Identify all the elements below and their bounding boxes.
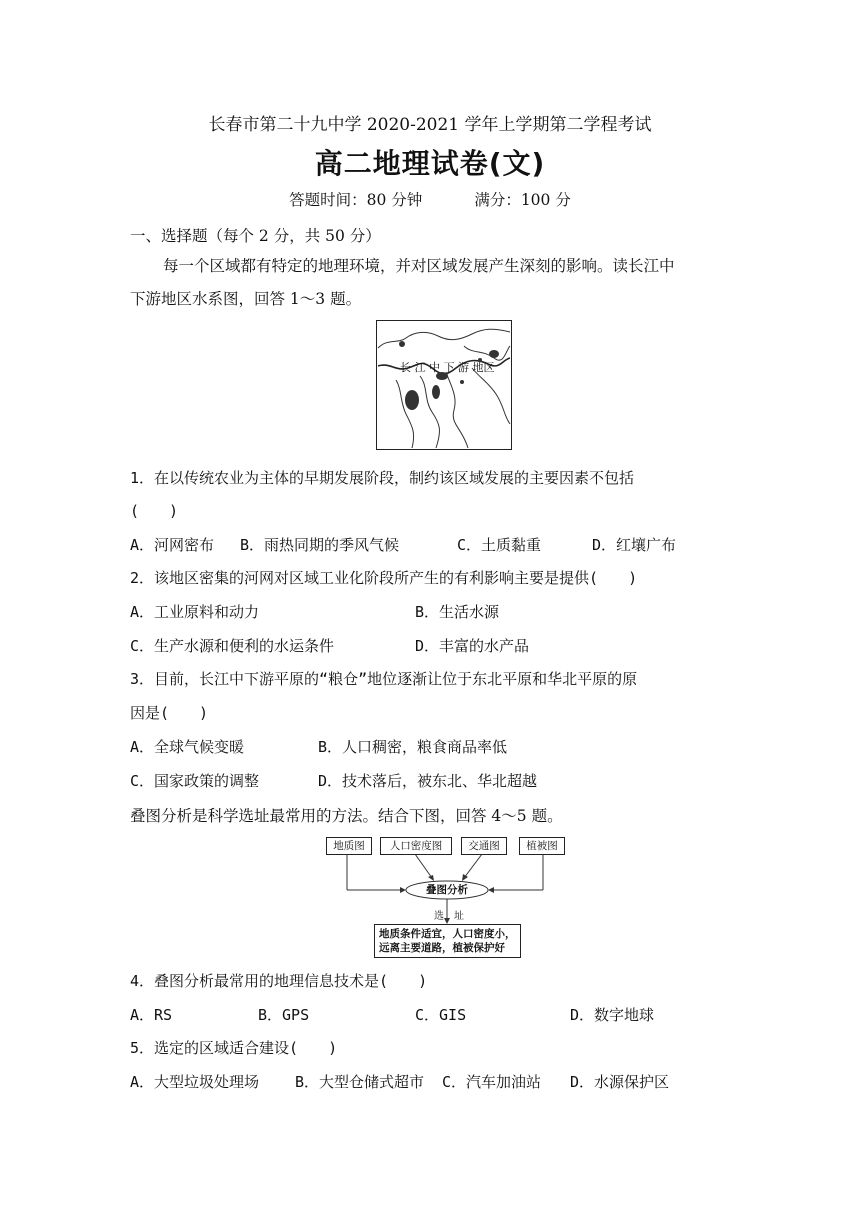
q3-option-d[interactable]: D．技术落后，被东北、华北超越 bbox=[318, 772, 538, 790]
diagram-arrow-label: 选 址 bbox=[434, 911, 464, 922]
q3-stem-line-1: 3．目前，长江中下游平原的“粮仓”地位逐渐让位于东北平原和华北平原的原 bbox=[130, 670, 638, 688]
map-region-label: 长 江 中 下 游 地区 bbox=[400, 361, 495, 374]
diagram-node-geology-map: 地质图 bbox=[326, 837, 372, 855]
map-drawing bbox=[376, 320, 512, 450]
q2-option-b[interactable]: B．生活水源 bbox=[415, 603, 500, 621]
q3-stem-line-2: 因是( ) bbox=[130, 704, 209, 722]
diagram-center-overlay-analysis: 叠图分析 bbox=[426, 884, 468, 896]
exam-time: 答题时间：80 分钟 bbox=[289, 191, 423, 209]
q4-option-b[interactable]: B．GPS bbox=[258, 1006, 310, 1024]
q4-option-c[interactable]: C．GIS bbox=[415, 1006, 467, 1024]
q2-option-d[interactable]: D．丰富的水产品 bbox=[415, 637, 530, 655]
q1-option-a[interactable]: A．河网密布 bbox=[130, 536, 215, 554]
school-exam-line: 长春市第二十九中学 2020-2021 学年上学期第二学程考试 bbox=[208, 115, 652, 135]
q4-stem: 4．叠图分析最常用的地理信息技术是( ) bbox=[130, 972, 428, 990]
q2-options-row-1 bbox=[130, 601, 730, 621]
yangtze-water-system-map bbox=[376, 320, 512, 450]
q5-stem: 5．选定的区域适合建设( ) bbox=[130, 1039, 338, 1057]
q5-options bbox=[130, 1071, 730, 1091]
q4-options bbox=[130, 1004, 730, 1024]
intro-paragraph-line-1: 每一个区域都有特定的地理环境，并对区域发展产生深刻的影响。读长江中 bbox=[163, 257, 675, 275]
q2-option-c[interactable]: C．生产水源和便利的水运条件 bbox=[130, 637, 335, 655]
q1-stem-line-1: 1．在以传统农业为主体的早期发展阶段，制约该区域发展的主要因素不包括 bbox=[130, 469, 635, 487]
diagram-result-box bbox=[374, 924, 521, 958]
q3-options-row-2 bbox=[130, 770, 730, 790]
q5-option-c[interactable]: C．汽车加油站 bbox=[442, 1073, 542, 1091]
overlay-analysis-diagram bbox=[322, 834, 568, 956]
q5-option-b[interactable]: B．大型仓储式超市 bbox=[295, 1073, 425, 1091]
q2-option-a[interactable]: A．工业原料和动力 bbox=[130, 603, 260, 621]
exam-meta bbox=[0, 188, 860, 210]
intro-paragraph-line-2: 下游地区水系图，回答 1～3 题。 bbox=[130, 290, 362, 308]
q1-option-c[interactable]: C．土质黏重 bbox=[457, 536, 542, 554]
q1-option-d[interactable]: D．红壤广布 bbox=[592, 536, 677, 554]
page-title: 高二地理试卷(文) bbox=[314, 147, 546, 180]
q5-option-d[interactable]: D．水源保护区 bbox=[570, 1073, 670, 1091]
q5-option-a[interactable]: A．大型垃圾处理场 bbox=[130, 1073, 260, 1091]
q3-option-c[interactable]: C．国家政策的调整 bbox=[130, 772, 260, 790]
diagram-result-line-2: 远离主要道路，植被保护好 bbox=[379, 942, 505, 954]
q4-option-a[interactable]: A．RS bbox=[130, 1006, 173, 1024]
q1-options bbox=[130, 534, 730, 554]
q4-option-d[interactable]: D．数字地球 bbox=[570, 1006, 655, 1024]
diagram-node-traffic-map: 交通图 bbox=[461, 837, 507, 855]
q3-option-a[interactable]: A．全球气候变暖 bbox=[130, 738, 245, 756]
q1-option-b[interactable]: B．雨热同期的季风气候 bbox=[240, 536, 400, 554]
diagram-result-line-1: 地质条件适宜，人口密度小， bbox=[379, 928, 516, 940]
diagram-node-population-map: 人口密度图 bbox=[380, 837, 452, 855]
q2-stem: 2．该地区密集的河网对区域工业化阶段所产生的有利影响主要是提供( ) bbox=[130, 569, 638, 587]
intro-paragraph-2: 叠图分析是科学选址最常用的方法。结合下图，回答 4～5 题。 bbox=[130, 807, 563, 825]
diagram-node-vegetation-map: 植被图 bbox=[519, 837, 565, 855]
section-heading: 一、选择题（每个 2 分，共 50 分） bbox=[130, 227, 381, 245]
q3-option-b[interactable]: B．人口稠密，粮食商品率低 bbox=[318, 738, 508, 756]
q2-options-row-2 bbox=[130, 635, 730, 655]
exam-score: 满分：100 分 bbox=[474, 191, 571, 209]
q1-stem-line-2: ( ) bbox=[130, 502, 179, 520]
q3-options-row-1 bbox=[130, 736, 730, 756]
